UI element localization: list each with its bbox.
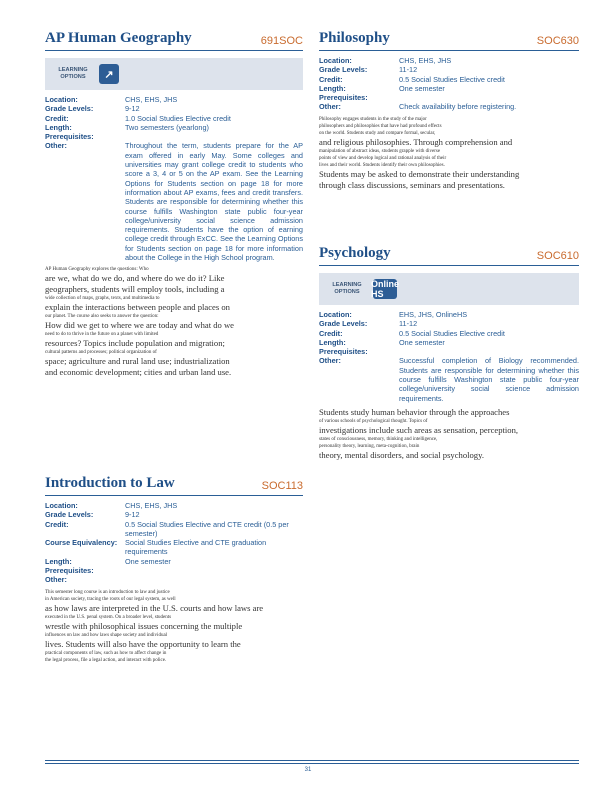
info-value: [125, 575, 303, 584]
info-value: CHS, EHS, JHS: [125, 501, 178, 510]
course-title: AP Human Geography: [45, 30, 192, 46]
info-row: [319, 329, 579, 338]
info-row: [45, 575, 303, 584]
info-key: Other:: [45, 141, 67, 151]
description-line: theory, mental disorders, and social psychology.: [319, 449, 484, 460]
info-key: Grade Levels:: [45, 510, 94, 520]
description-line: are we, what do we do, and where do we do it? Like: [45, 273, 225, 284]
description-line: Students may be asked to demonstrate their understanding: [319, 168, 520, 179]
description-line: philosophers and philosophies that have had profound effects: [319, 123, 442, 129]
info-value: [399, 347, 579, 356]
info-value: Check availability before registering.: [399, 102, 517, 112]
description-line: lives. Students will also have the opportunity to learn the: [45, 638, 241, 649]
description-line: in American society, tracing the roots of our legal system, as well: [45, 596, 176, 602]
info-value: EHS, JHS, OnlineHS: [399, 310, 468, 319]
info-value: 11-12: [399, 319, 418, 329]
info-row: [319, 84, 516, 93]
info-key: Prerequisites:: [45, 132, 94, 142]
info-value: One semester: [399, 337, 445, 347]
info-key: Length:: [319, 337, 346, 347]
info-value: CHS, EHS, JHS: [399, 56, 452, 65]
section-ap-human-geography: [45, 30, 303, 378]
info-key: Length:: [319, 83, 346, 93]
info-key: Location:: [319, 310, 352, 319]
info-value: 0.5 Social Studies Elective credit: [399, 328, 505, 338]
info-row: [45, 104, 303, 113]
info-value: [125, 566, 303, 575]
info-value: CHS, EHS, JHS: [125, 95, 178, 104]
course-description: [319, 116, 579, 191]
description-line: Philosophy engages students in the study of the major: [319, 116, 427, 122]
description-line: personality theory, learning, meta-cognition, brain: [319, 443, 420, 449]
description-line: space; agriculture and rural land use; industrialization: [45, 356, 230, 367]
description-line: investigations include such areas as sensation, perception,: [319, 424, 519, 435]
info-row: [319, 102, 516, 111]
description-line: How did we get to where we are today and what do we: [45, 320, 234, 331]
info-key: Length:: [45, 122, 72, 132]
description-line: need to do to thrive in the future on a planet with limited: [45, 332, 159, 338]
description-line: explain the interactions between people and places on: [45, 302, 230, 313]
info-value: Two semesters (yearlong): [125, 122, 209, 132]
course-code: 691SOC: [260, 35, 303, 47]
info-row: [45, 114, 303, 123]
section-intro-to-law: [45, 475, 303, 664]
info-value: [125, 132, 303, 141]
section-philosophy: [319, 30, 579, 191]
course-info-table: [319, 310, 579, 403]
description-line: AP Human Geography explores the questions: Who: [45, 267, 149, 273]
info-key: Other:: [45, 575, 67, 585]
info-key: Grade Levels:: [319, 65, 368, 75]
info-key: Credit:: [319, 328, 343, 338]
info-value: 9-12: [125, 510, 140, 520]
info-key: Prerequisites:: [45, 566, 94, 576]
info-row: [319, 56, 516, 65]
info-key: Other:: [319, 356, 341, 366]
description-line: resources? Topics include population and migration;: [45, 338, 225, 349]
section-header: [319, 30, 579, 51]
info-key: Credit:: [45, 113, 69, 123]
learning-options-band: [319, 273, 579, 305]
description-line: cultural patterns and processes; political organization of: [45, 350, 157, 356]
description-line: states of consciousness, memory, thinking and intelligence,: [319, 436, 438, 442]
footer-rule: [45, 760, 579, 766]
info-value: 1.0 Social Studies Elective credit: [125, 113, 231, 123]
course-code: SOC610: [536, 250, 579, 262]
info-value: One semester: [125, 556, 171, 566]
description-line: wide collection of maps, graphs, texts, and multimedia to: [45, 296, 160, 302]
info-value: One semester: [399, 83, 445, 93]
info-key: Credit:: [45, 519, 69, 529]
info-key: Location:: [45, 501, 78, 510]
description-line: Students study human behavior through the approaches: [319, 406, 510, 417]
description-line: on the world. Students study and compare formal, secular,: [319, 130, 436, 136]
info-row: [45, 123, 303, 132]
college-credit-icon: ↗: [99, 64, 119, 84]
course-info-table: [45, 95, 303, 262]
info-value: [399, 93, 516, 102]
info-value: 0.5 Social Studies Elective and CTE credit (0.5 per semester): [125, 519, 289, 538]
description-line: our planet. The course also seeks to answer the question:: [45, 314, 159, 320]
info-value: Successful completion of Biology recommended. Students are responsible for determining whether this course fulfills Washington state public four-year college/university social science admission requirements.: [399, 356, 579, 403]
description-line: geographers, students will employ tools, including a: [45, 284, 225, 295]
info-row: [45, 95, 303, 104]
info-key: Prerequisites:: [319, 93, 368, 103]
course-title: Introduction to Law: [45, 475, 175, 491]
learning-options-label: LEARNING OPTIONS: [58, 67, 88, 80]
info-row: [45, 141, 303, 262]
description-line: wrestle with philosophical issues concerning the multiple: [45, 620, 243, 631]
description-line: through class discussions, seminars and presentations.: [319, 179, 505, 190]
info-row: [319, 356, 579, 402]
online-hs-icon: Online HS: [371, 279, 400, 299]
info-value: 9-12: [125, 104, 140, 114]
info-row: [45, 501, 303, 510]
info-key: Length:: [45, 556, 72, 566]
section-header: [45, 30, 303, 51]
description-line: the legal process, file a legal action, and interact with police.: [45, 657, 167, 663]
info-row: [319, 347, 579, 356]
description-line: influences on law and how laws shape society and individual: [45, 632, 168, 638]
info-key: Location:: [319, 56, 352, 65]
description-line: as how laws are interpreted in the U.S. courts and how laws are: [45, 602, 264, 613]
description-line: and economic development; cities and urban land use.: [45, 367, 232, 378]
info-row: [319, 75, 516, 84]
info-key: Credit:: [319, 74, 343, 84]
course-info-table: [319, 56, 516, 112]
course-title: Philosophy: [319, 30, 390, 46]
info-row: [319, 65, 516, 74]
course-code: SOC630: [536, 35, 579, 47]
section-psychology: [319, 245, 579, 461]
course-description: [45, 589, 303, 664]
course-title: Psychology: [319, 245, 391, 261]
info-key: Prerequisites:: [319, 347, 368, 357]
info-row: [319, 93, 516, 102]
info-key: Grade Levels:: [45, 104, 94, 114]
description-line: points of view and develop logical and rational analysis of their: [319, 155, 447, 161]
learning-options-label: LEARNING OPTIONS: [332, 282, 362, 295]
course-info-table: [45, 501, 303, 585]
info-row: [319, 319, 579, 328]
info-row: [45, 557, 303, 566]
section-header: [45, 475, 303, 496]
info-row: [319, 338, 579, 347]
info-value: 0.5 Social Studies Elective credit: [399, 74, 505, 84]
info-key: Grade Levels:: [319, 319, 368, 329]
description-line: This semester long course is an introduction to law and justice: [45, 589, 170, 595]
info-row: [45, 132, 303, 141]
info-value: Throughout the term, students prepare for the AP exam offered in early May. Some colleges and universities may grant college credit to students who score a 3, 4 or 5 on the AP exam. See the Learning Options for Students section on page 18 for more information about AP exams, fees and credit transfers. Students are responsible for determining whether this course fulfills Washington state public four-year college/university social science admission requirements. Students have the option of earning college credit through ExCC. See the Learning Options for Students section on page 18 for more information about the College in the High School program.: [125, 141, 303, 263]
course-description: [319, 407, 579, 461]
info-row: [45, 510, 303, 519]
info-key: Other:: [319, 102, 341, 112]
learning-options-band: [45, 58, 303, 90]
description-line: manipulation of abstract ideas, students grapple with diverse: [319, 148, 441, 154]
info-row: [45, 538, 303, 557]
course-code: SOC113: [261, 480, 303, 492]
description-line: and religious philosophies. Through comprehension and: [319, 136, 513, 147]
course-description: [45, 266, 303, 378]
description-line: lives and their world. Students identify their own philosophies.: [319, 162, 445, 168]
description-line: executed in the U.S. penal system. On a broader level, students: [45, 614, 172, 620]
info-value: Social Studies Elective and CTE graduation requirements: [125, 538, 267, 557]
info-row: [45, 520, 303, 539]
info-key: Course Equivalency:: [45, 538, 118, 548]
info-value: 11-12: [399, 65, 418, 75]
description-line: of various schools of psychological thought. Topics of: [319, 418, 428, 424]
section-header: [319, 245, 579, 266]
info-row: [45, 566, 303, 575]
info-row: [319, 310, 579, 319]
info-key: Location:: [45, 95, 78, 104]
description-line: practical components of law, such as how to affect change in: [45, 650, 167, 656]
page-number: 31: [304, 767, 312, 773]
